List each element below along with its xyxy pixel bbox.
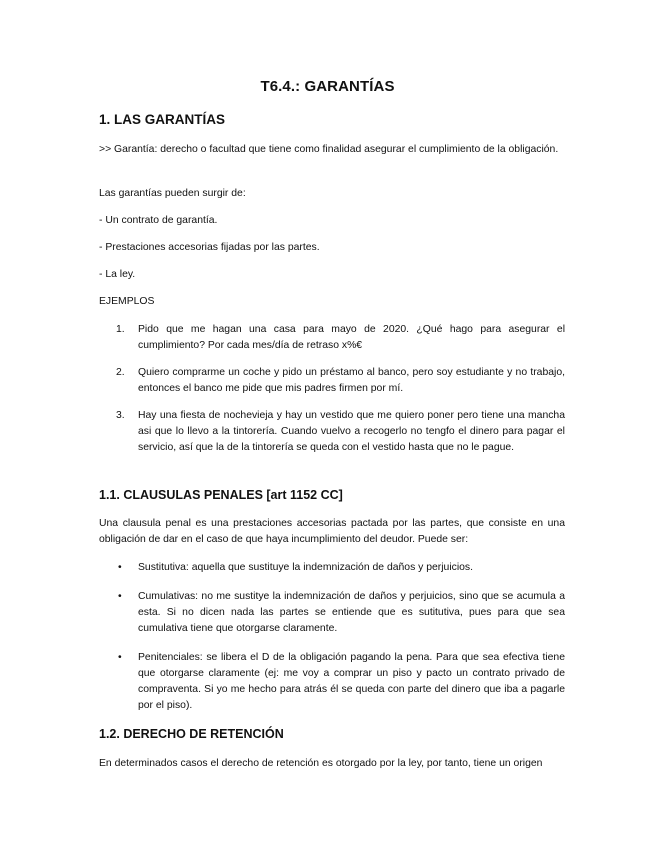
example-number: 1. [116,324,125,335]
example-number: 2. [116,367,125,378]
example-item: Pido que me hagan una casa para mayo de 2020. ¿Qué hago para asegurar el cumplimiento? Por cada mes/día de retraso x%€ [138,324,565,351]
clause-type-item: Sustitutiva: aquella que sustituye la indemnización de daños y perjuicios. [138,562,474,573]
bullet-icon: • [118,591,122,602]
clause-type-item: Cumulativas: no me sustitye la indemnización de daños y perjuicios, sino que se acumula a esta. Si no dicen nada las partes se entiende que es sutitutiva, pues para que sea cumulativa tiene que otorgarse claramente. [138,591,565,634]
section-heading-derecho-retencion: 1.2. DERECHO DE RETENCIÓN [99,727,284,741]
example-number: 3. [116,410,125,421]
bullet-icon: • [118,562,122,573]
section-heading-garantias: 1. LAS GARANTÍAS [99,112,226,127]
retencion-intro: En determinados casos el derecho de retención es otorgado por la ley, por tanto, tiene un origen [99,758,543,769]
source-item-law: - La ley. [99,269,136,280]
clause-type-item: Penitenciales: se libera el D de la obligación pagando la pena. Para que sea efectiva tiene que otorgarse claramente (ej: me voy a comprar un piso y pacto un contrato privado de compraventa. Si yo me hecho para atrás él se queda con parte del dinero que iba a pagarle por el piso). [138,652,565,711]
document-title: T6.4.: GARANTÍAS [260,78,395,95]
example-item: Hay una fiesta de nochevieja y hay un vestido que me quiero poner pero tiene una mancha asi que lo llevo a la tintorería. Cuando vuelvo a recogerlo no tengfo el dinero para pagar el servicio, así que la de la tintorería se queda con el vestido hasta que no le pague. [138,410,565,453]
clausulas-intro: Una clausula penal es una prestaciones accesorias pactada por las partes, que consiste en una obligación de dar en el caso de que haya incumplimiento del deudor. Puede ser: [99,518,565,545]
sources-intro: Las garantías pueden surgir de: [99,188,246,199]
bullet-icon: • [118,652,122,663]
example-item: Quiero comprarme un coche y pido un préstamo al banco, pero soy estudiante y no trabajo, entonces el banco me pide que mis padres firmen por mí. [138,367,565,394]
source-item-accessory: - Prestaciones accesorias fijadas por las partes. [99,242,320,253]
definition-paragraph: >> Garantía: derecho o facultad que tiene como finalidad asegurar el cumplimiento de la obligación. [99,144,559,155]
section-heading-clausulas-penales: 1.1. CLAUSULAS PENALES [art 1152 CC] [99,488,343,502]
examples-label: EJEMPLOS [99,296,155,307]
source-item-contract: - Un contrato de garantía. [99,215,218,226]
